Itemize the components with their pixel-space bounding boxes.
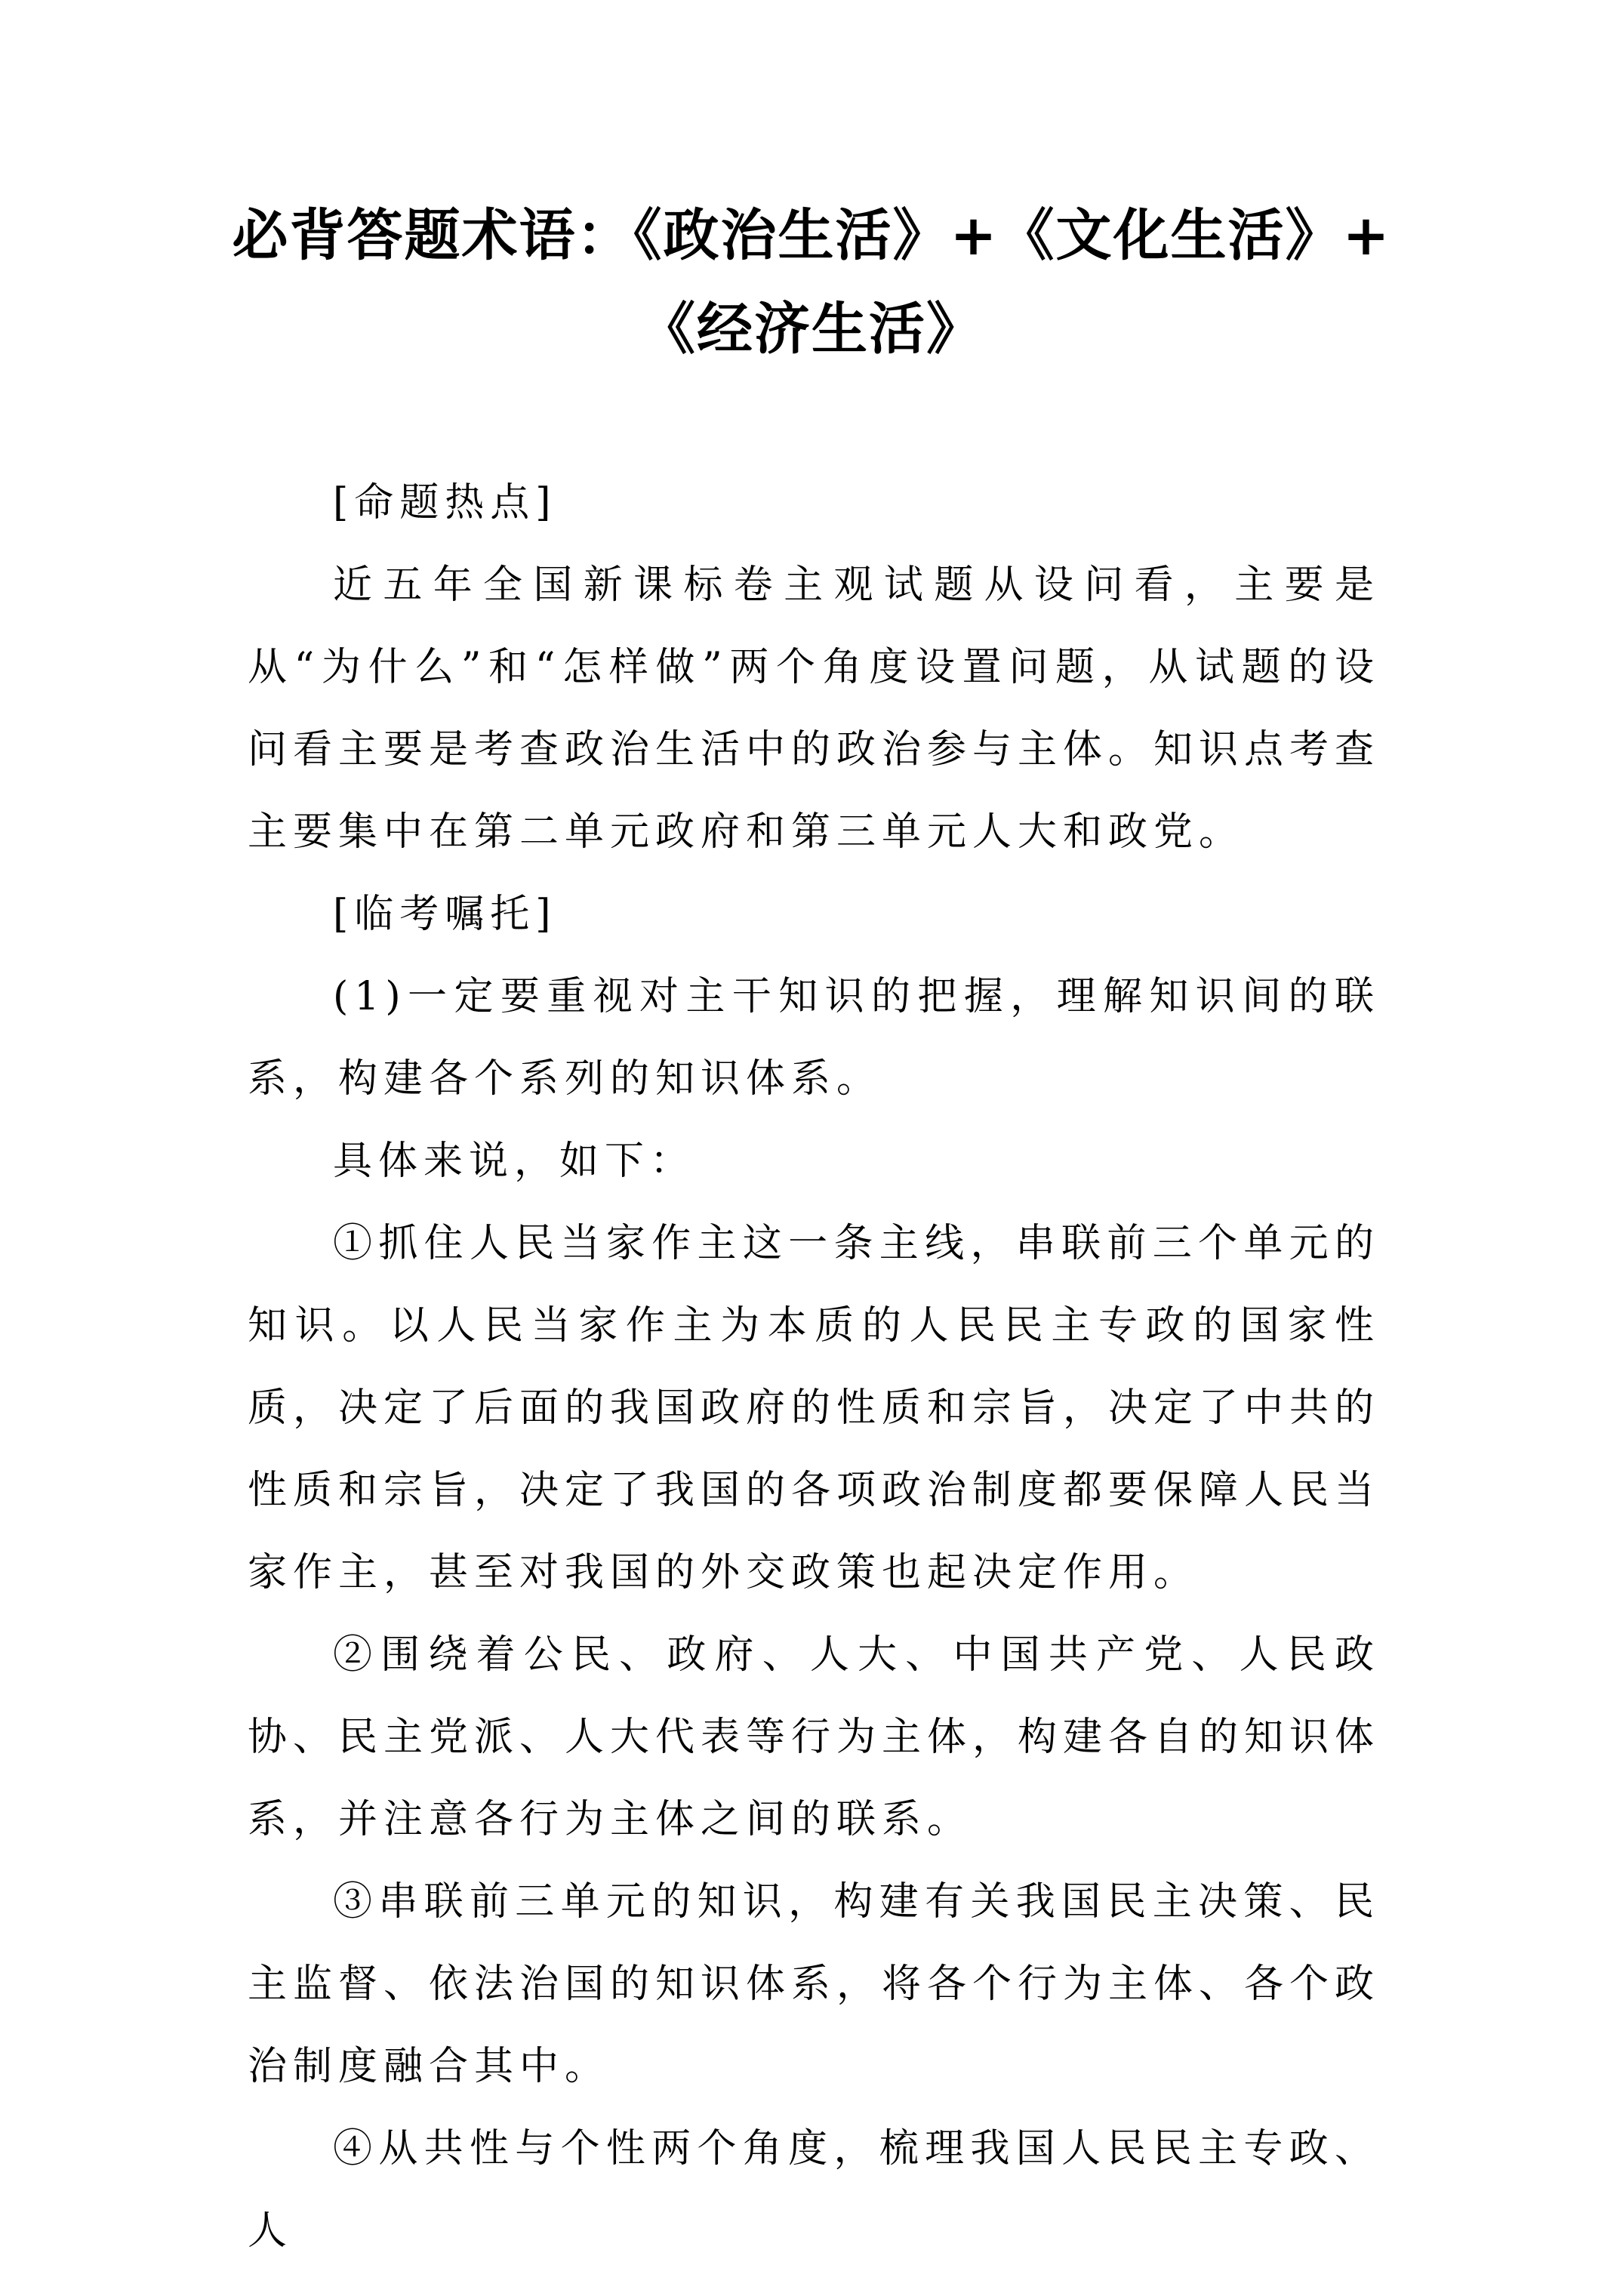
paragraph-point-1: ①抓住人民当家作主这一条主线，串联前三个单元的知识。以人民当家作主为本质的人民民主专政的国家性质，决定了后面的我国政府的性质和宗旨，决定了中共的性质和宗旨，决定了我国的各项政治制度都要保障人民当家作主，甚至对我国的外交政策也起决定作用。	[248, 1221, 1381, 1595]
paragraph-point-2: ②围绕着公民、政府、人大、中国共产党、人民政协、民主党派、人大代表等行为主体，构建各自的知识体系，并注意各行为主体之间的联系。	[248, 1632, 1381, 1842]
document-body	[248, 462, 1380, 2273]
document-title	[174, 189, 1449, 376]
title-line-1: 必背答题术语：《政治生活》+《文化生活》+	[232, 203, 1391, 268]
title-line-2: 《经济生活》	[639, 297, 984, 362]
paragraph-advice-1: (1)一定要重视对主干知识的把握，理解知识间的联系，构建各个系列的知识体系。	[248, 974, 1380, 1102]
paragraph-point-4: ④从共性与个性两个角度，梳理我国人民民主专政、人	[248, 2126, 1380, 2254]
paragraph-hotspot-description: 近五年全国新课标卷主观试题从设问看，主要是从“为什么”和“怎样做”两个角度设置问题，从试题的设问看主要是考查政治生活中的政治参与主体。知识点考查主要集中在第二单元政府和第三单元人大和政党。	[248, 562, 1381, 855]
paragraph-specifics-intro: 具体来说，如下：	[333, 1139, 696, 1184]
section-heading-exam-advice: [临考嘱托]	[333, 892, 557, 937]
section-heading-hotspot: [命题热点]	[333, 480, 557, 525]
paragraph-point-3: ③串联前三单元的知识，构建有关我国民主决策、民主监督、依法治国的知识体系，将各个行为主体、各个政治制度融合其中。	[248, 1879, 1381, 2089]
